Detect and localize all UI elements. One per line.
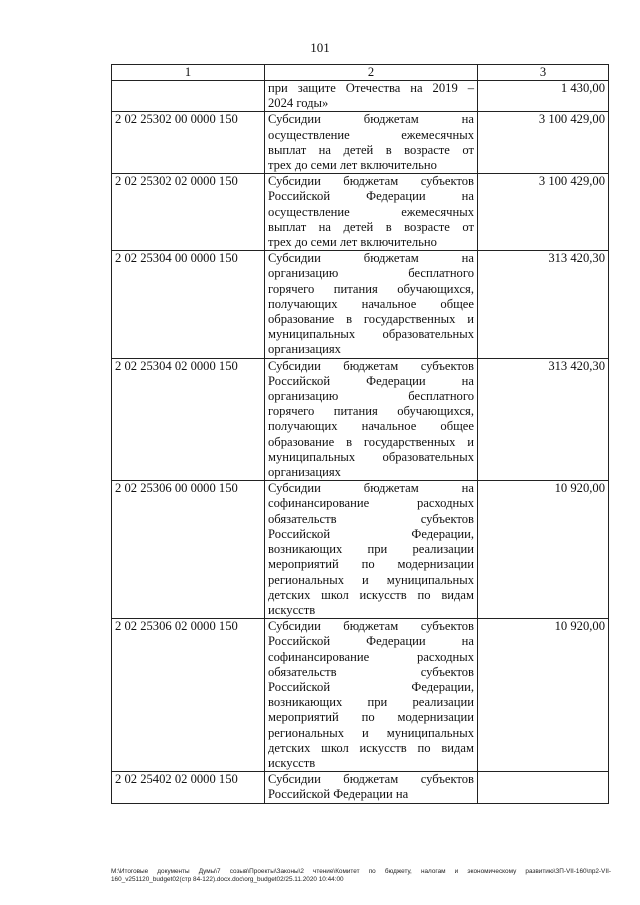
- description-line: Российской Федерации на: [268, 373, 474, 388]
- description-cell: [265, 481, 478, 619]
- description-line: Субсидии бюджетам субъектов: [268, 174, 474, 189]
- table-row: [112, 481, 609, 619]
- description-line: обязательств субъектов: [268, 664, 474, 679]
- description-line: софинансирование расходных: [268, 649, 474, 664]
- description-line: Российской Федерации на: [268, 787, 409, 802]
- footer-file-path: M:\Итоговые документы Думы\7 созыв\Проекты\Законы\2 чтение\Комитет по бюджету, налогам и экономическому развитию\ЗП-VII-160\пр2-VII-160_v251120_budget02(стр 84-122).docx.doc\org_budget02/25.11.2020 10:44:00: [111, 868, 611, 883]
- amount-cell: 10 920,00: [478, 619, 609, 772]
- description-line: Российской Федерации на: [268, 189, 474, 204]
- description-line: детских школ искусств по видам: [268, 740, 474, 755]
- description-line: обязательств субъектов: [268, 511, 474, 526]
- description-line: софинансирование расходных: [268, 496, 474, 511]
- column-header-2: 2: [265, 65, 478, 81]
- description-line: получающих начальное общее: [268, 419, 474, 434]
- description-line: мероприятий по модернизации: [268, 557, 474, 572]
- table-row: [112, 251, 609, 358]
- description-line: возникающих при реализации: [268, 542, 474, 557]
- description-line: искусств: [268, 602, 316, 617]
- description-cell: [265, 112, 478, 174]
- description-line: искусств: [268, 755, 316, 770]
- description-line: Субсидии бюджетам субъектов: [268, 772, 474, 787]
- description-cell: [265, 251, 478, 358]
- description-line: Субсидии бюджетам субъектов: [268, 358, 474, 373]
- description-line: Российской Федерации,: [268, 526, 474, 541]
- description-line: организациях: [268, 342, 341, 357]
- budget-code-cell: 2 02 25302 00 0000 150: [112, 112, 265, 174]
- table-body: [112, 81, 609, 804]
- budget-code-cell: 2 02 25304 00 0000 150: [112, 251, 265, 358]
- table-row: [112, 772, 609, 803]
- budget-table: [111, 64, 609, 804]
- budget-code-cell: 2 02 25304 02 0000 150: [112, 358, 265, 481]
- budget-code-cell: 2 02 25402 02 0000 150: [112, 772, 265, 803]
- description-line: трех до семи лет включительно: [268, 158, 437, 173]
- description-line: осуществление ежемесячных: [268, 127, 474, 142]
- description-line: Субсидии бюджетам на: [268, 112, 474, 127]
- amount-cell: 313 420,30: [478, 251, 609, 358]
- amount-cell: 1 430,00: [478, 81, 609, 112]
- budget-code-cell: 2 02 25306 02 0000 150: [112, 619, 265, 772]
- description-line: муниципальных образовательных: [268, 449, 474, 464]
- column-header-3: 3: [478, 65, 609, 81]
- description-line: образование в государственных и: [268, 434, 474, 449]
- description-line: осуществление ежемесячных: [268, 204, 474, 219]
- description-line: Субсидии бюджетам на: [268, 251, 474, 266]
- table-header-row: [112, 65, 609, 81]
- description-line: региональных и муниципальных: [268, 725, 474, 740]
- table-row: [112, 81, 609, 112]
- description-line: организацию бесплатного: [268, 266, 474, 281]
- amount-cell: 10 920,00: [478, 481, 609, 619]
- description-line: выплат на детей в возрасте от: [268, 219, 474, 234]
- description-line: выплат на детей в возрасте от: [268, 142, 474, 157]
- description-line: детских школ искусств по видам: [268, 587, 474, 602]
- description-line: горячего питания обучающихся,: [268, 281, 474, 296]
- description-line: региональных и муниципальных: [268, 572, 474, 587]
- amount-cell: [478, 772, 609, 803]
- table-row: [112, 174, 609, 251]
- description-cell: [265, 358, 478, 481]
- description-line: Субсидии бюджетам субъектов: [268, 619, 474, 634]
- description-cell: [265, 619, 478, 772]
- description-line: трех до семи лет включительно: [268, 235, 437, 250]
- description-line: организациях: [268, 465, 341, 480]
- description-cell: [265, 174, 478, 251]
- description-line: при защите Отечества на 2019 –: [268, 81, 474, 95]
- description-line: мероприятий по модернизации: [268, 710, 474, 725]
- budget-code-cell: 2 02 25306 00 0000 150: [112, 481, 265, 619]
- table-row: [112, 358, 609, 481]
- budget-code-cell: [112, 81, 265, 112]
- table-row: [112, 112, 609, 174]
- budget-code-cell: 2 02 25302 02 0000 150: [112, 174, 265, 251]
- description-line: Российской Федерации на: [268, 634, 474, 649]
- description-cell: [265, 772, 478, 803]
- column-header-1: 1: [112, 65, 265, 81]
- table-row: [112, 619, 609, 772]
- description-line: Субсидии бюджетам на: [268, 481, 474, 496]
- description-line: получающих начальное общее: [268, 296, 474, 311]
- amount-cell: 3 100 429,00: [478, 112, 609, 174]
- amount-cell: 3 100 429,00: [478, 174, 609, 251]
- page-number: 101: [310, 40, 330, 55]
- description-line: возникающих при реализации: [268, 695, 474, 710]
- description-line: организацию бесплатного: [268, 389, 474, 404]
- description-cell: [265, 81, 478, 112]
- description-line: муниципальных образовательных: [268, 327, 474, 342]
- description-line: горячего питания обучающихся,: [268, 404, 474, 419]
- description-line: образование в государственных и: [268, 312, 474, 327]
- amount-cell: 313 420,30: [478, 358, 609, 481]
- description-line: 2024 годы»: [268, 96, 329, 111]
- description-line: Российской Федерации,: [268, 679, 474, 694]
